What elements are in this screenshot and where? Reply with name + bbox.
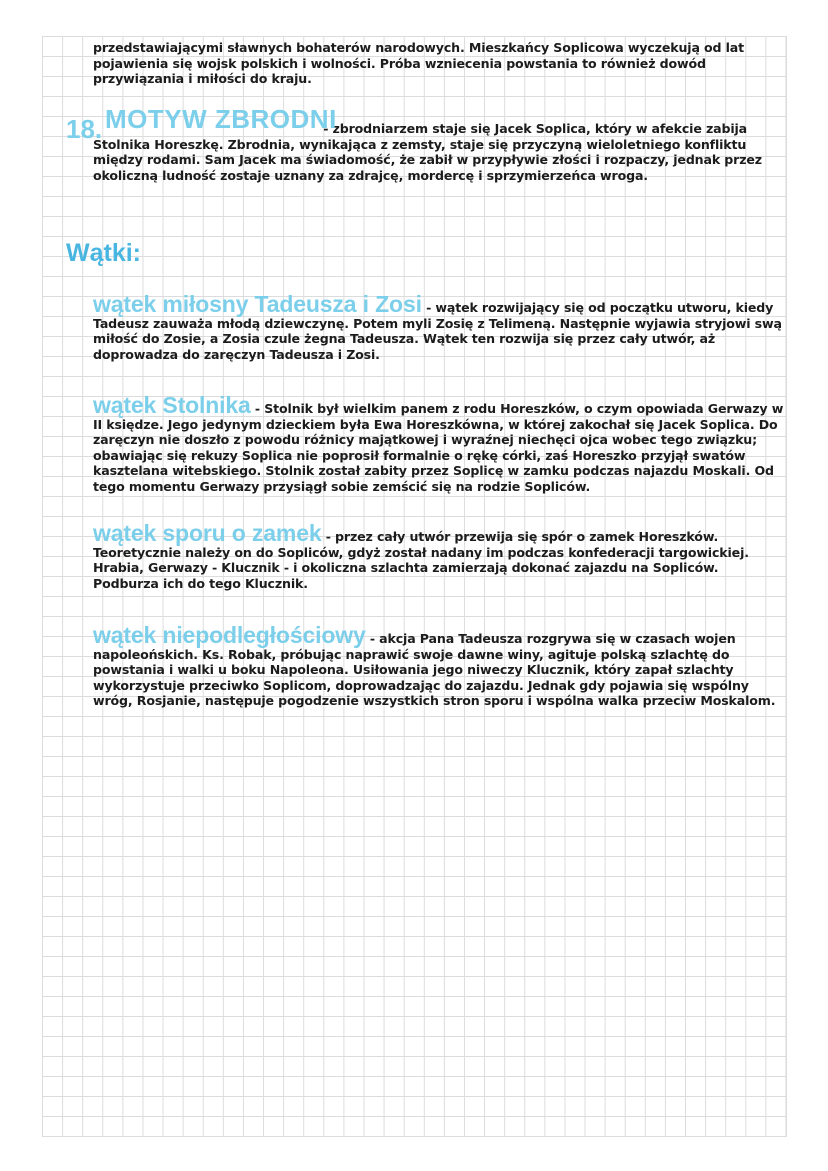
thread-text: - wątek rozwijający się od początku utworu, kiedy Tadeusz zauważa młodą dziewczynę. Potem myli Zosię z Telimeną. Następnie wyjawia stryjowi swą miłość do Zosie, a Zosia czule żegna Tadeusza. Wątek ten rozwija się przez cały utwór, aż doprowadza do zaręczyn Tadeusza i Zosi. [93,300,782,362]
motif-text: - zbrodniarzem staje się Jacek Soplica, który w afekcie zabija Stolnika Horeszkę. Zbrodnia, wynikająca z zemsty, staje się przyczyną wieloletniego konfliktu między rodami. Sam Jacek ma świadomość, że zabił w przypływie złości i rozpaczy, jednak przez okoliczną ludność zostaje uznany za zdrajcę, mordercę i sprzymierzeńca wroga. [93,121,762,183]
motif-paragraph [93,104,788,183]
thread-title: wątek sporu o zamek [93,520,322,546]
intro-paragraph [93,40,788,87]
thread-text: - Stolnik był wielkim panem z rodu Horeszków, o czym opowiada Gerwazy w II księdze. Jego jedynym dzieckiem była Ewa Horeszkówna, w której zakochał się Jacek Soplica. Do zaręczyn nie doszło z powodu różnicy majątkowej i wyraźnej niechęci ojca wobec tego związku; obawiając się rekuzy Soplica nie poprosił formalnie o rękę córki, zaś Horeszko przyjął swatów kasztelana witebskiego. Stolnik został zabity przez Soplicę w zamku podczas najazdu Moskali. Od tego momentu Gerwazy przysiągł sobie zemścić się na rodzie Sopliców. [93,401,784,494]
section-title: Wątki: [66,239,141,267]
thread-title: wątek miłosny Tadeusza i Zosi [93,291,422,317]
thread-title: wątek Stolnika [93,392,251,418]
thread-text: - akcja Pana Tadeusza rozgrywa się w czasach wojen napoleońskich. Ks. Robak, próbując naprawić swoje dawne winy, agituje polską szlachtę do powstania i walki u boku Napoleona. Usiłowania jego niweczy Klucznik, który zapał szlachty wykorzystuje przeciwko Soplicom, doprowadzając do zajazdu. Jednak gdy pojawia się wspólny wróg, Rosjanie, następuje pogodzenie wszystkich stron sporu i wspólna walka przeciw Moskalom. [93,631,776,709]
thread-item [93,622,788,709]
thread-item [93,291,788,362]
thread-item [93,520,788,591]
motif-number: 18. [66,114,103,144]
thread-text: - przez cały utwór przewija się spór o zamek Horeszków. Teoretycznie należy on do Sopliców, gdyż został nadany im podczas konfederacji targowickiej. Hrabia, Gerwazy - Klucznik - i okoliczna szlachta zamierzają dokonać zajazdu na Sopliców. Podburza ich do tego Klucznik. [93,529,749,591]
thread-title: wątek niepodległościowy [93,622,366,648]
thread-item [93,392,788,495]
motif-title: MOTYW ZBRODNI [105,104,337,134]
intro-text: przedstawiającymi sławnych bohaterów narodowych. Mieszkańcy Soplicowa wyczekują od lat pojawienia się wojsk polskich i wolności. Próba wzniecenia powstania to również dowód przywiązania i miłości do kraju. [93,40,745,87]
